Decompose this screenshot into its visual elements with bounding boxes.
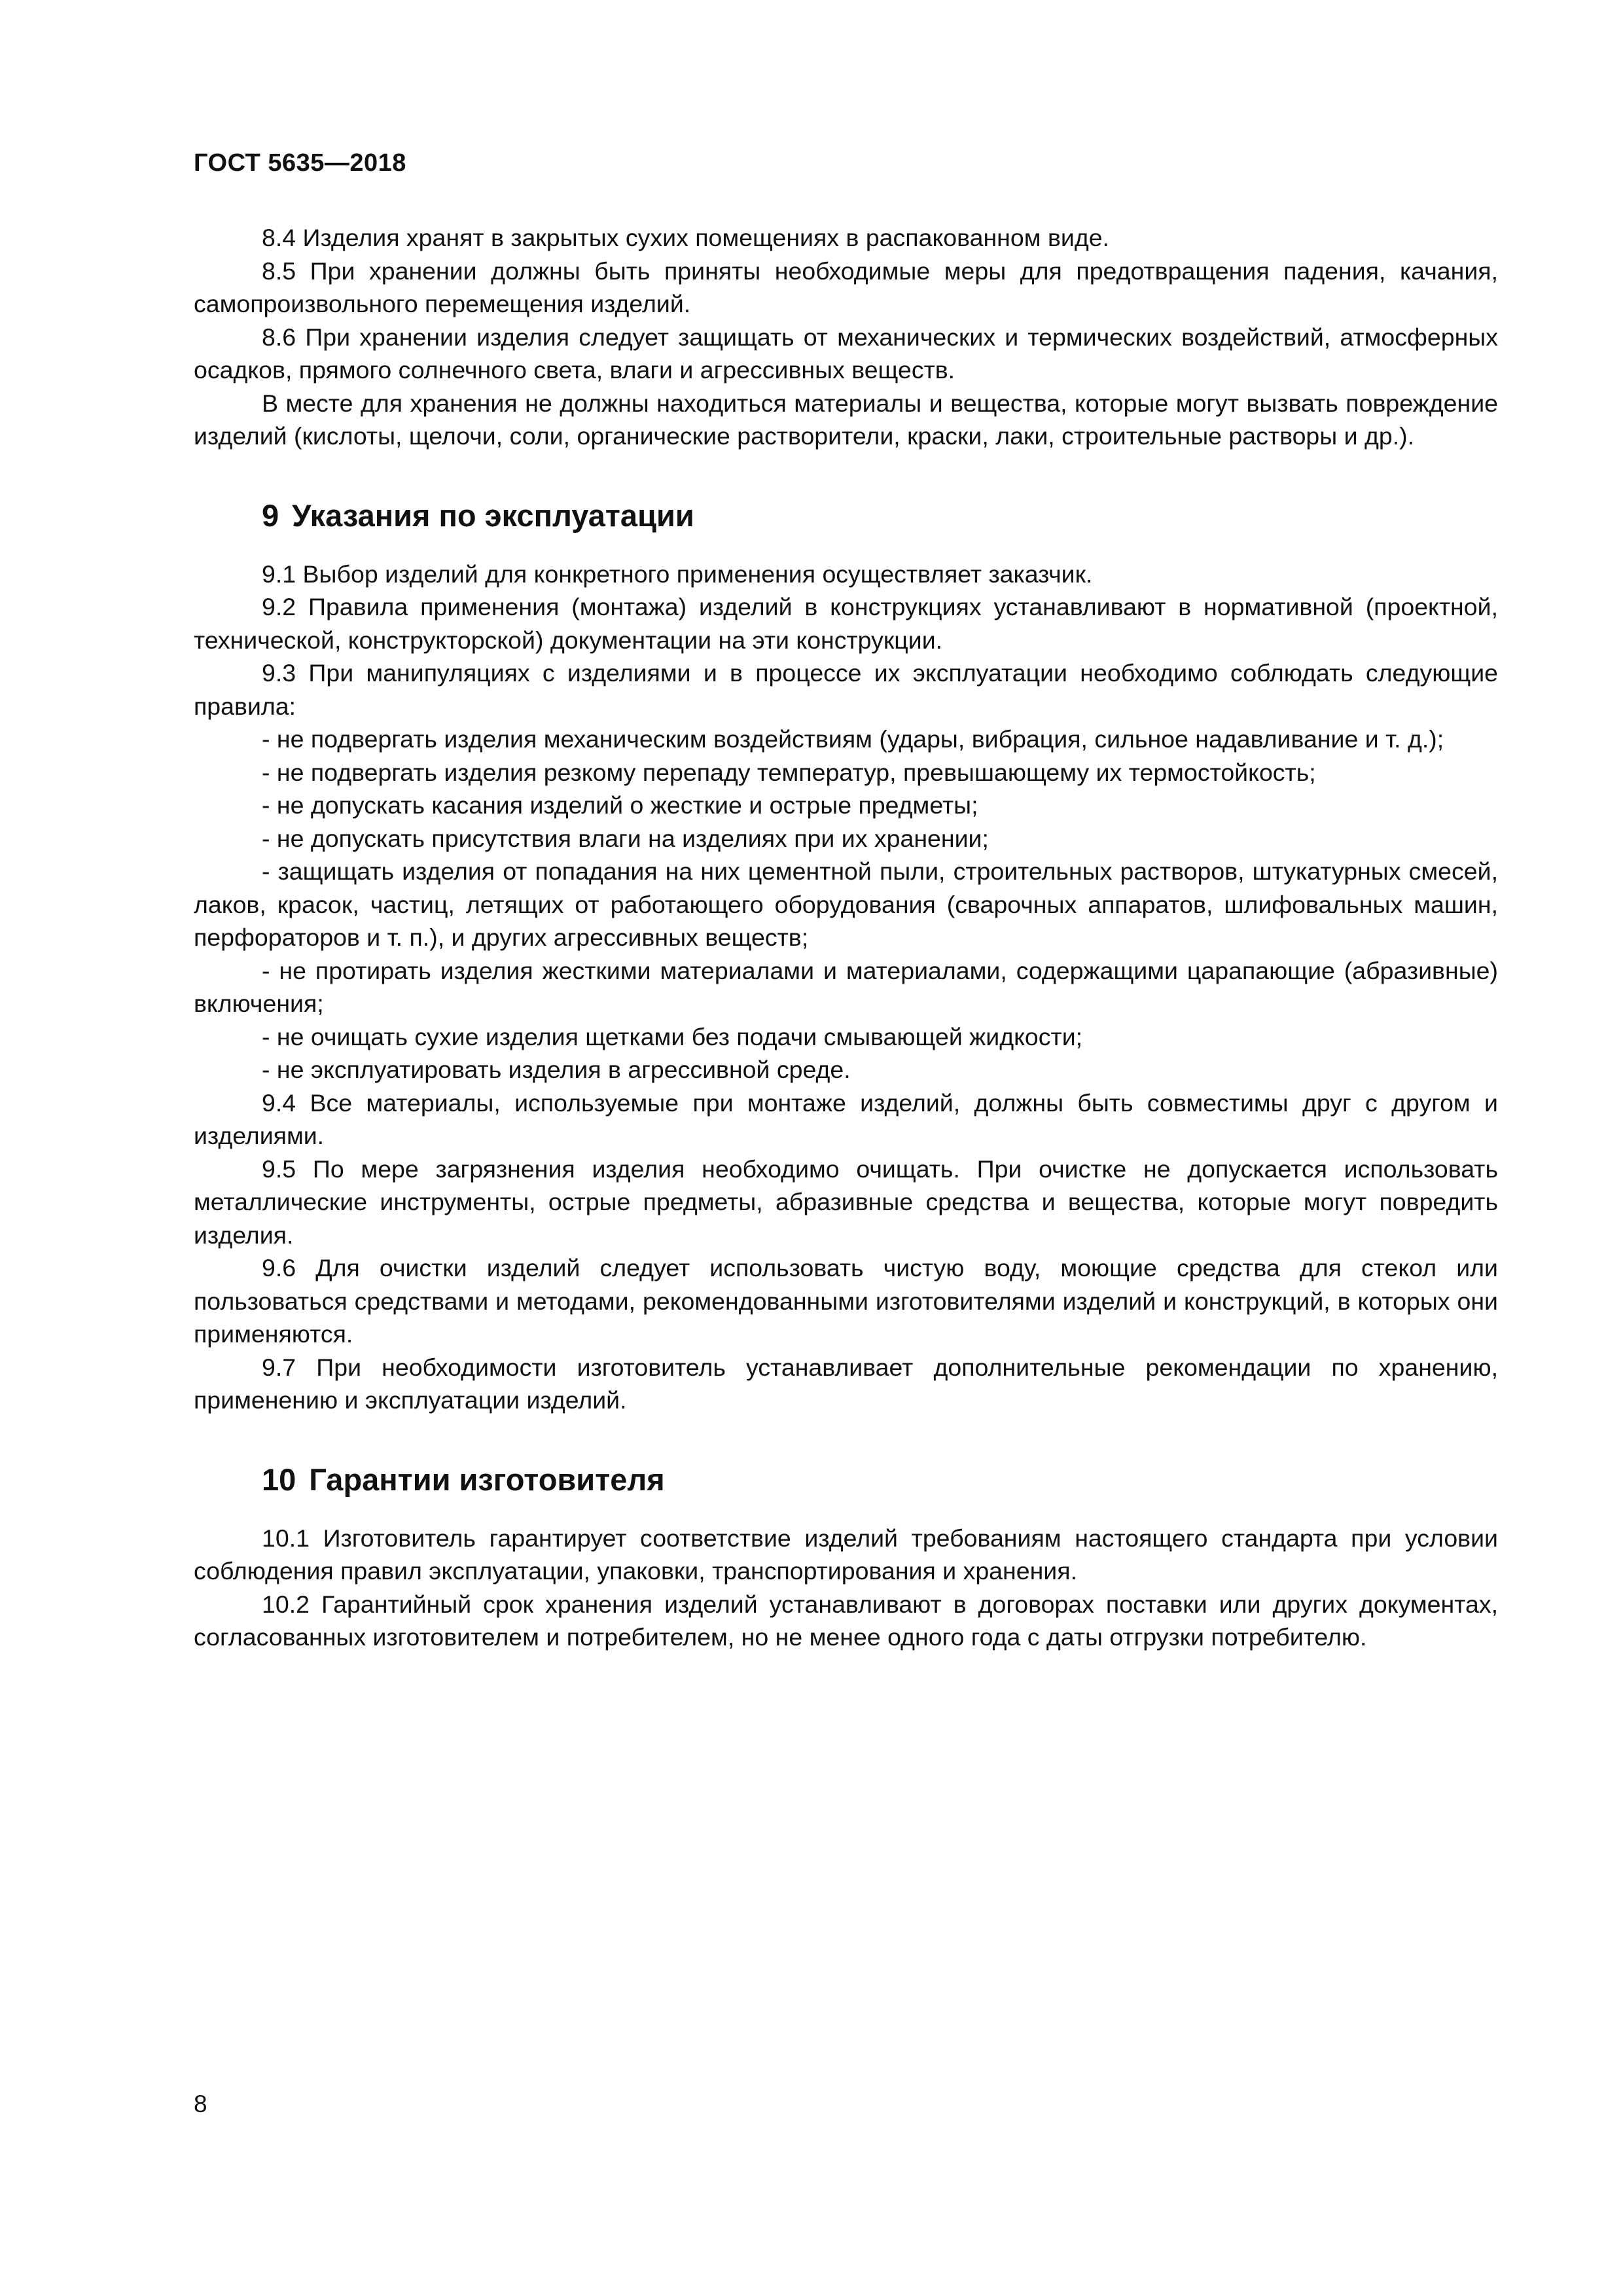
section-number: 9 <box>262 497 279 533</box>
paragraph: 9.3 При манипуляциях с изделиями и в процессе их эксплуатации необходимо соблюдать следующие правила: <box>194 659 1498 720</box>
paragraph: - не эксплуатировать изделия в агрессивной среде. <box>262 1056 851 1083</box>
paragraph: - не допускать касания изделий о жесткие и острые предметы; <box>262 791 978 819</box>
section-title: Гарантии изготовителя <box>309 1462 665 1497</box>
paragraph: 9.7 При необходимости изготовитель устанавливает дополнительные рекомендации по хранению, применению и эксплуатации изделий. <box>194 1353 1498 1414</box>
paragraph: 9.2 Правила применения (монтажа) изделий в конструкциях устанавливают в нормативной (проектной, технической, конструкторской) документации на эти конструкции. <box>194 593 1498 654</box>
paragraph: 8.6 При хранении изделия следует защищать от механических и термических воздействий, атмосферных осадков, прямого солнечного света, влаги и агрессивных веществ. <box>194 323 1498 384</box>
page-number: 8 <box>194 2090 207 2117</box>
paragraph: 9.4 Все материалы, используемые при монтаже изделий, должны быть совместимы друг с другом и изделиями. <box>194 1088 1498 1149</box>
section-number: 10 <box>262 1462 296 1497</box>
paragraph: - не очищать сухие изделия щетками без подачи смывающей жидкости; <box>262 1022 1083 1050</box>
paragraph: - не подвергать изделия механическим воздействиям (удары, вибрация, сильное надавливание и т. д.); <box>262 725 1444 753</box>
paragraph: 9.6 Для очистки изделий следует использовать чистую воду, моющие средства для стекол или пользоваться средствами и методами, рекомендованными изготовителями изделий и конструкций, в которых они применяются. <box>194 1254 1498 1348</box>
paragraph: 10.1 Изготовитель гарантирует соответствие изделий требованиям настоящего стандарта при условии соблюдения правил эксплуатации, упаковки, транспортирования и хранения. <box>194 1524 1498 1585</box>
paragraph: В месте для хранения не должны находиться материалы и вещества, которые могут вызвать повреждение изделий (кислоты, щелочи, соли, органические растворители, краски, лаки, строительные растворы и др.). <box>194 389 1498 450</box>
paragraph: - не протирать изделия жесткими материалами и материалами, содержащими царапающие (абразивные) включения; <box>194 956 1498 1017</box>
paragraph: 9.5 По мере загрязнения изделия необходимо очищать. При очистке не допускается использовать металлические инструменты, острые предметы, абразивные средства и вещества, которые могут повредить изделия. <box>194 1155 1498 1249</box>
paragraph: 8.4 Изделия хранят в закрытых сухих помещениях в распакованном виде. <box>262 224 1109 251</box>
section-heading <box>194 1462 1498 1498</box>
paragraph: 10.2 Гарантийный срок хранения изделий устанавливают в договорах поставки или других документах, согласованных изготовителем и потребителем, но не менее одного года с даты отгрузки потребителю. <box>194 1590 1498 1651</box>
section-heading <box>194 497 1498 534</box>
paragraph: - защищать изделия от попадания на них цементной пыли, строительных растворов, штукатурных смесей, лаков, красок, частиц, летящих от работающего оборудования (сварочных аппаратов, шлифовальных машин, перфораторов и т. п.), и других агрессивных веществ; <box>194 857 1498 951</box>
section-title: Указания по эксплуатации <box>292 497 694 533</box>
paragraph: 8.5 При хранении должны быть приняты необходимые меры для предотвращения падения, качания, самопроизвольного перемещения изделий. <box>194 257 1498 317</box>
document-header: ГОСТ 5635—2018 <box>194 149 406 177</box>
paragraph: - не подвергать изделия резкому перепаду температур, превышающему их термостойкость; <box>262 758 1316 786</box>
paragraph: 9.1 Выбор изделий для конкретного применения осуществляет заказчик. <box>262 560 1093 588</box>
document-body <box>194 221 1498 1654</box>
paragraph: - не допускать присутствия влаги на изделиях при их хранении; <box>262 824 989 852</box>
